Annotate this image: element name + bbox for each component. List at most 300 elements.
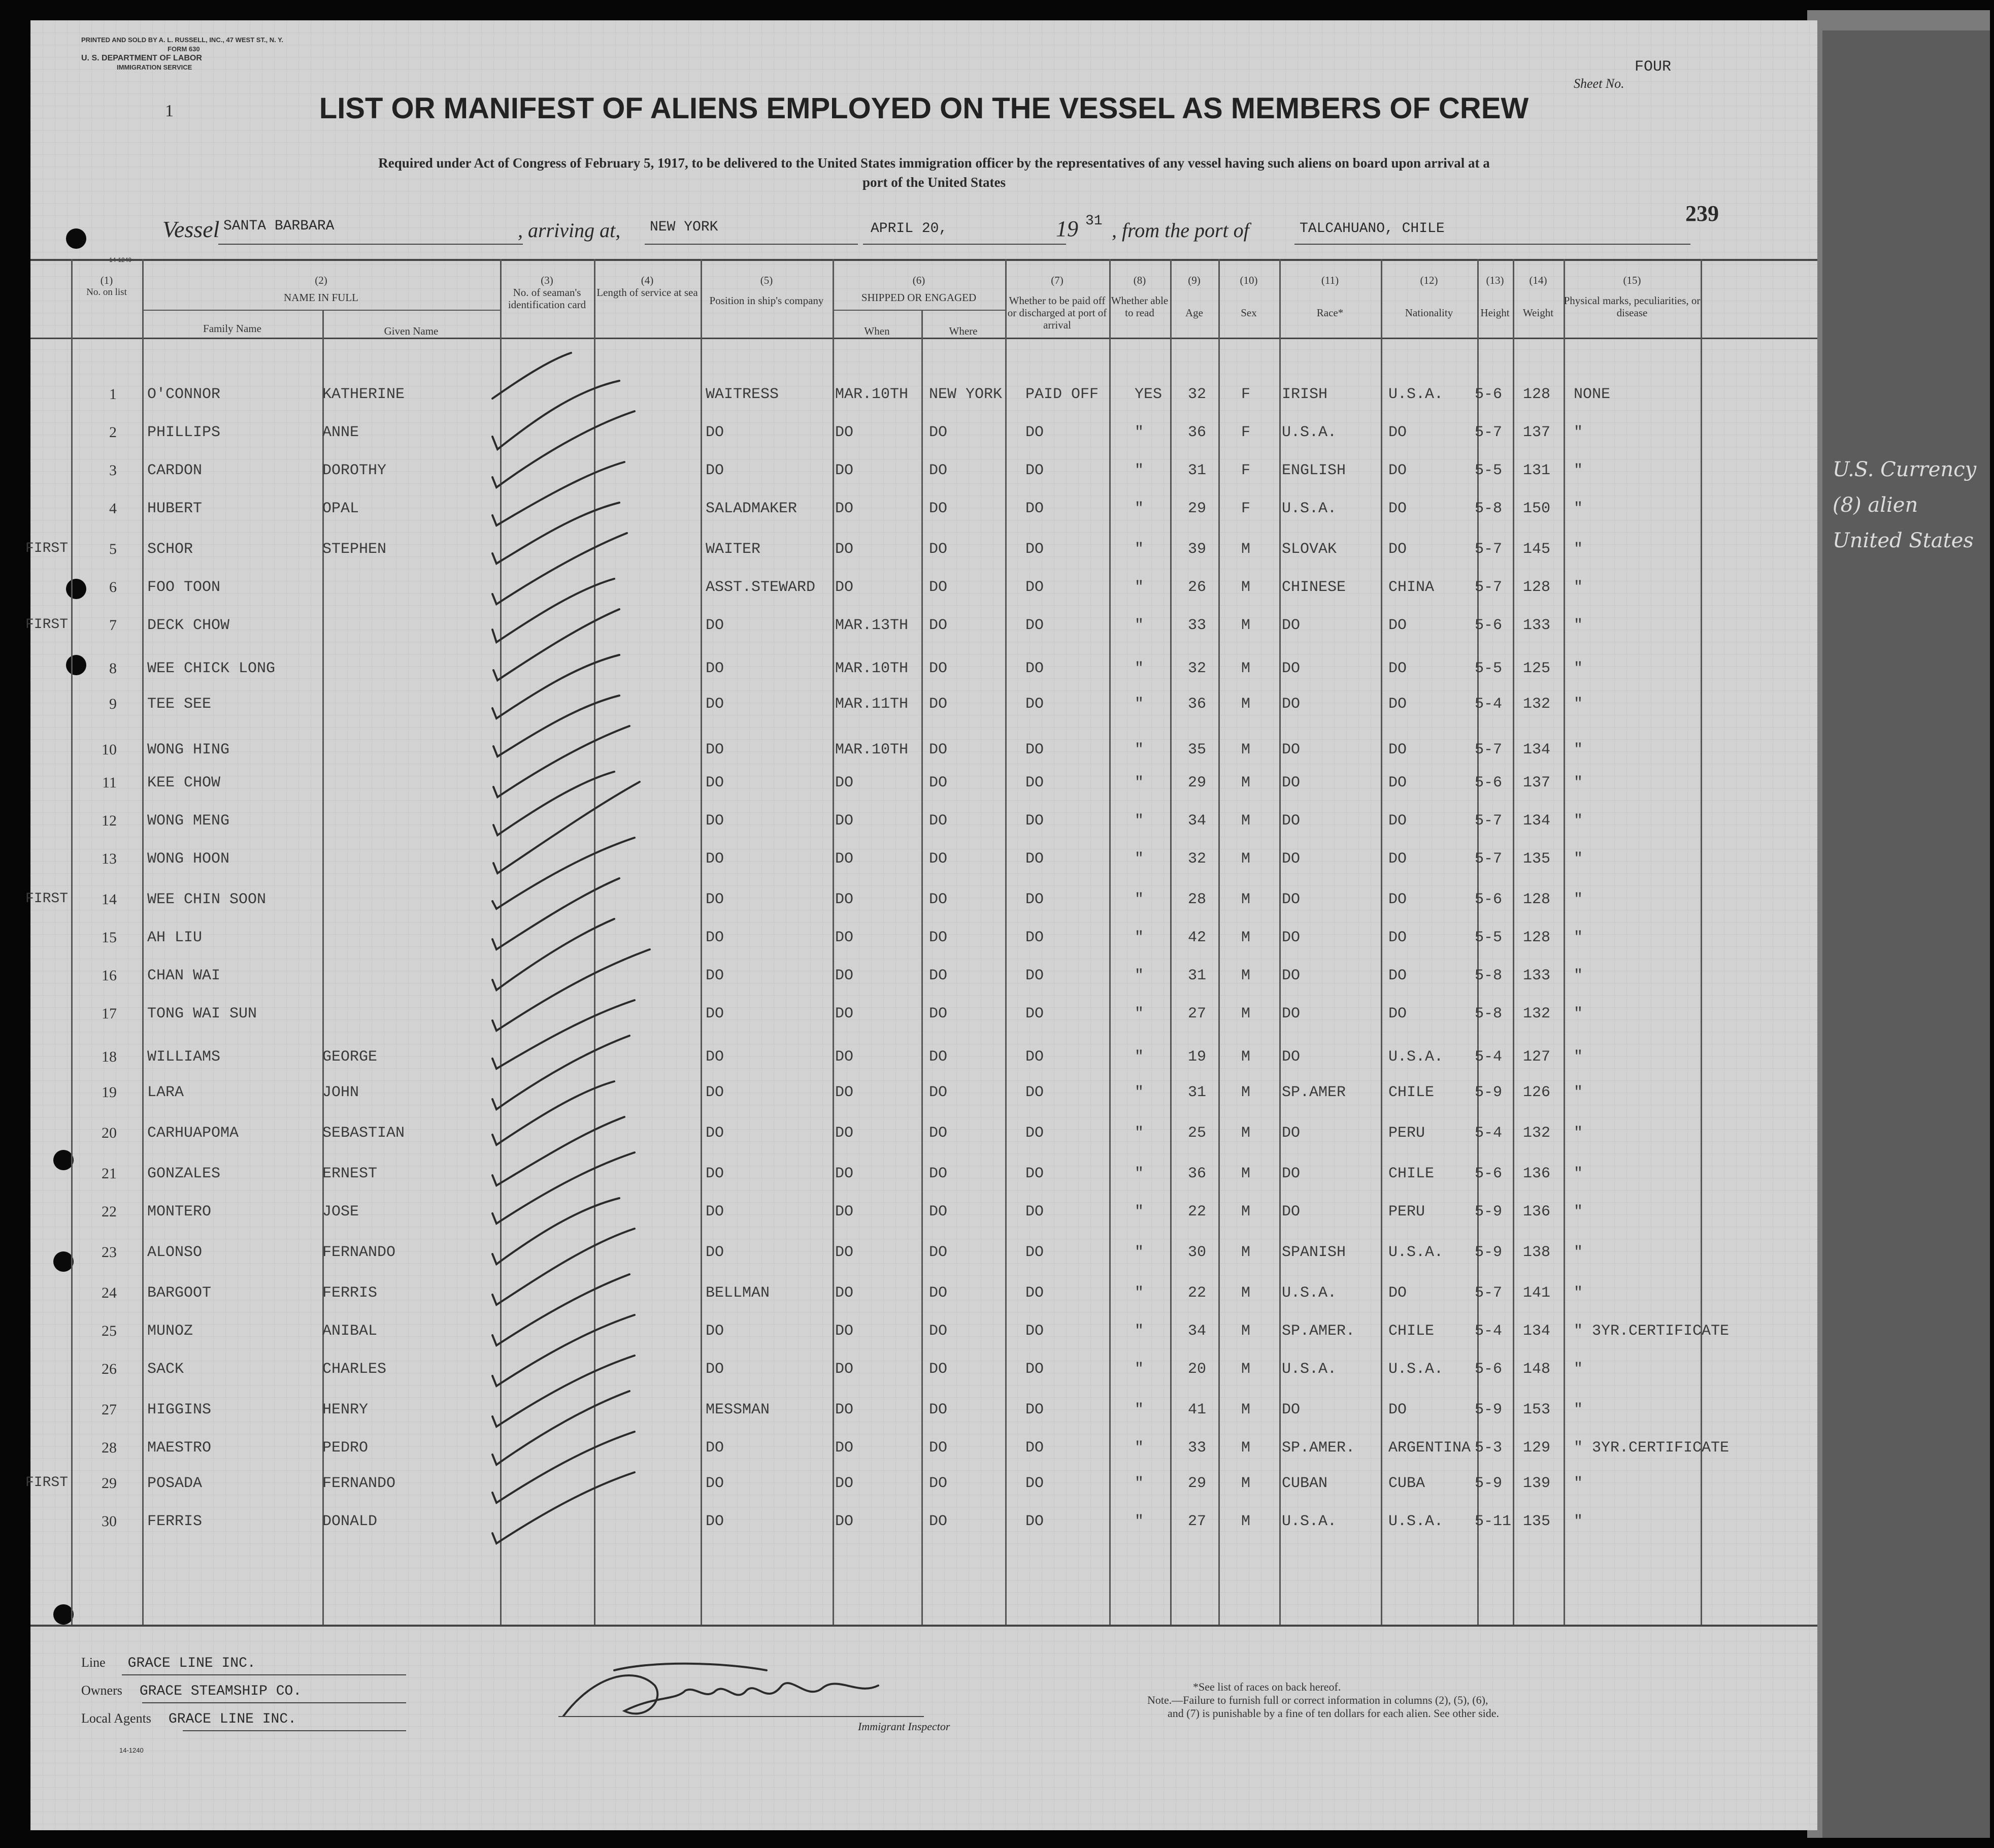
age: 35 [1188, 741, 1207, 758]
given-name: ERNEST [322, 1165, 378, 1182]
shipped-when: DO [835, 424, 854, 441]
sex: M [1241, 774, 1251, 791]
sex: M [1241, 1084, 1251, 1101]
age: 31 [1188, 462, 1207, 479]
age: 29 [1188, 774, 1207, 791]
col-title: Physical marks, peculiarities, or disease [1564, 294, 1701, 319]
age: 42 [1188, 929, 1207, 946]
col-number: (9) [1188, 274, 1201, 286]
nationality: U.S.A. [1388, 1048, 1444, 1066]
height: 5-3 [1475, 1439, 1503, 1457]
paid-off: DO [1025, 1439, 1044, 1457]
physical-marks: " [1574, 579, 1583, 596]
family-name: HUBERT [147, 500, 203, 517]
shipped-where: DO [929, 1284, 948, 1302]
sex: M [1241, 660, 1251, 677]
col-title: Weight [1522, 307, 1554, 319]
sex: M [1241, 891, 1251, 908]
shipped-when: DO [835, 1048, 854, 1066]
weight: 141 [1523, 1284, 1551, 1302]
shipped-when: DO [835, 1323, 854, 1340]
row-number: 10 [102, 741, 117, 758]
sex: M [1241, 1048, 1251, 1066]
weight: 128 [1523, 891, 1551, 908]
arrival-underline [645, 244, 858, 245]
weight: 127 [1523, 1048, 1551, 1066]
shipped-where: DO [929, 1401, 948, 1418]
given-name: OPAL [322, 500, 359, 517]
shipped-when: DO [835, 1125, 854, 1142]
row-number: 16 [102, 967, 117, 984]
nationality: U.S.A. [1388, 1244, 1444, 1261]
family-name: ALONSO [147, 1244, 203, 1261]
weight: 148 [1523, 1361, 1551, 1378]
race: IRISH [1282, 386, 1328, 403]
shipped-when: DO [835, 1439, 854, 1457]
weight: 136 [1523, 1165, 1551, 1182]
family-name: POSADA [147, 1475, 203, 1492]
physical-marks: " [1574, 1048, 1583, 1066]
height: 5-4 [1475, 1125, 1503, 1142]
row-number: 28 [102, 1439, 117, 1456]
shipped-when: DO [835, 1084, 854, 1101]
family-name: FOO TOON [147, 579, 221, 596]
shipped-where: DO [929, 1165, 948, 1182]
races-note: *See list of races on back hereof. [1193, 1680, 1341, 1693]
port-underline [1294, 244, 1690, 245]
shipped-subheader-rule [833, 310, 1005, 311]
race: ENGLISH [1282, 462, 1346, 479]
position: DO [706, 741, 724, 758]
header-bottom-rule [30, 338, 1817, 339]
col-number: (13) [1486, 274, 1504, 286]
shipped-where: DO [929, 1244, 948, 1261]
col-header-where: Where [949, 325, 978, 337]
from-port-label: , from the port of [1112, 219, 1249, 242]
race: DO [1282, 1125, 1301, 1142]
table-row [30, 967, 1817, 998]
table-row [30, 579, 1817, 609]
paid-off: DO [1025, 424, 1044, 441]
race: DO [1282, 1005, 1301, 1022]
vessel-name: SANTA BARBARA [223, 218, 335, 234]
shipped-when: DO [835, 929, 854, 946]
sex: M [1241, 1165, 1251, 1182]
physical-marks: " 3YR.CERTIFICATE [1574, 1323, 1730, 1340]
agents-label: Local Agents [81, 1711, 151, 1726]
weight: 132 [1523, 696, 1551, 713]
position: SALADMAKER [706, 500, 797, 517]
table-row [30, 1401, 1817, 1432]
weight: 138 [1523, 1244, 1551, 1261]
col-header-when: When [864, 325, 890, 337]
paid-off: DO [1025, 541, 1044, 558]
physical-marks: " [1574, 891, 1583, 908]
age: 27 [1188, 1005, 1207, 1022]
family-name: TONG WAI SUN [147, 1005, 257, 1022]
row-number: 26 [102, 1361, 117, 1377]
weight: 134 [1523, 1323, 1551, 1340]
shipped-when: DO [835, 1361, 854, 1378]
shipped-when: DO [835, 1244, 854, 1261]
row-number: 9 [109, 696, 117, 712]
table-row [30, 929, 1817, 960]
paid-off: DO [1025, 500, 1044, 517]
fine-note-line-2: and (7) is punishable by a fine of ten dollars for each alien. See other side. [1168, 1707, 1500, 1720]
age: 36 [1188, 696, 1207, 713]
height: 5-6 [1475, 1165, 1503, 1182]
row-number: 21 [102, 1165, 117, 1182]
inspector-underline [558, 1716, 924, 1717]
race: DO [1282, 1203, 1301, 1220]
able-to-read: " [1135, 462, 1144, 479]
nationality: PERU [1388, 1125, 1425, 1142]
table-row [30, 660, 1817, 690]
physical-marks: " [1574, 1203, 1583, 1220]
table-row [30, 1244, 1817, 1274]
age: 22 [1188, 1203, 1207, 1220]
given-name: PEDRO [322, 1439, 369, 1457]
age: 39 [1188, 541, 1207, 558]
shipped-when: MAR.10TH [835, 660, 909, 677]
position: DO [706, 850, 724, 868]
shipped-when: DO [835, 1513, 854, 1530]
family-name: O'CONNOR [147, 386, 221, 403]
position: DO [706, 617, 724, 634]
race: DO [1282, 812, 1301, 830]
col-number: (6) [912, 274, 925, 286]
age: 32 [1188, 386, 1207, 403]
position: DO [706, 660, 724, 677]
family-name: MONTERO [147, 1203, 212, 1220]
paid-off: DO [1025, 850, 1044, 868]
paid-off: DO [1025, 1244, 1044, 1261]
weight: 135 [1523, 1513, 1551, 1530]
age: 20 [1188, 1361, 1207, 1378]
table-row [30, 774, 1817, 805]
able-to-read: " [1135, 1401, 1144, 1418]
row-number: 12 [102, 812, 117, 829]
table-row [25, 541, 1817, 571]
position: WAITER [706, 541, 761, 558]
nationality: DO [1388, 424, 1407, 441]
shipped-where: DO [929, 500, 948, 517]
col-title: Position in ship's company [709, 294, 824, 307]
table-row [30, 696, 1817, 726]
paid-off: DO [1025, 1401, 1044, 1418]
height: 5-9 [1475, 1401, 1503, 1418]
corner-mark: 1 [165, 102, 174, 120]
weight: 153 [1523, 1401, 1551, 1418]
race: U.S.A. [1282, 1361, 1337, 1378]
given-name: HENRY [322, 1401, 369, 1418]
family-name: MUNOZ [147, 1323, 193, 1340]
age: 31 [1188, 1084, 1207, 1101]
sex: F [1241, 386, 1251, 403]
sex: M [1241, 967, 1251, 984]
subtitle [173, 153, 1696, 192]
owners-underline [142, 1702, 406, 1703]
col-header-paid [1005, 274, 1109, 331]
given-name: CHARLES [322, 1361, 387, 1378]
sheet-number: FOUR [1635, 58, 1672, 76]
height: 5-8 [1475, 500, 1503, 517]
col-header-nationality [1381, 274, 1477, 319]
height: 5-4 [1475, 1323, 1503, 1340]
footer-owners [81, 1683, 302, 1699]
weight: 137 [1523, 424, 1551, 441]
able-to-read: " [1135, 774, 1144, 791]
col-title: No. on list [86, 287, 127, 298]
age: 29 [1188, 1475, 1207, 1492]
height: 5-6 [1475, 617, 1503, 634]
age: 31 [1188, 967, 1207, 984]
back-sheet-shadow [1822, 30, 1990, 1838]
given-name: ANIBAL [322, 1323, 378, 1340]
sheet-label: Sheet No. [1574, 76, 1624, 91]
shipped-where: DO [929, 579, 948, 596]
able-to-read: " [1135, 1005, 1144, 1022]
height: 5-9 [1475, 1244, 1503, 1261]
family-name: HIGGINS [147, 1401, 212, 1418]
table-row [30, 1361, 1817, 1391]
position: DO [706, 1125, 724, 1142]
col-header-family: Family Name [203, 322, 261, 335]
shipped-when: DO [835, 1005, 854, 1022]
row-number: 18 [102, 1048, 117, 1065]
physical-marks: " [1574, 696, 1583, 713]
height: 5-6 [1475, 774, 1503, 791]
able-to-read: " [1135, 1125, 1144, 1142]
given-name: KATHERINE [322, 386, 405, 403]
race: DO [1282, 850, 1301, 868]
sex: M [1241, 741, 1251, 758]
weight: 129 [1523, 1439, 1551, 1457]
given-name: ANNE [322, 424, 359, 441]
height: 5-8 [1475, 967, 1503, 984]
owners-value: GRACE STEAMSHIP CO. [139, 1684, 302, 1699]
physical-marks: " [1574, 424, 1583, 441]
paid-off: PAID OFF [1025, 386, 1099, 403]
col-title: Height [1480, 307, 1510, 319]
shipped-where: DO [929, 1513, 948, 1530]
footer-notes [1147, 1680, 1731, 1720]
margin-note [1833, 452, 1985, 558]
table-row [25, 891, 1817, 921]
paid-off: DO [1025, 774, 1044, 791]
shipped-where: DO [929, 1048, 948, 1066]
shipped-when: MAR.10TH [835, 741, 909, 758]
paid-off: DO [1025, 1475, 1044, 1492]
family-name: KEE CHOW [147, 774, 221, 791]
physical-marks: " [1574, 660, 1583, 677]
height: 5-4 [1475, 1048, 1503, 1066]
table-row [25, 617, 1817, 647]
sex: M [1241, 1513, 1251, 1530]
col-header-age [1170, 274, 1218, 319]
line-value: GRACE LINE INC. [127, 1656, 256, 1671]
row-number: 5 [109, 541, 117, 557]
able-to-read: " [1135, 541, 1144, 558]
given-name: DONALD [322, 1513, 378, 1530]
weight: 133 [1523, 967, 1551, 984]
race: DO [1282, 696, 1301, 713]
weight: 125 [1523, 660, 1551, 677]
table-row [25, 1475, 1817, 1505]
race: DO [1282, 1165, 1301, 1182]
shipped-when: DO [835, 1165, 854, 1182]
margin-note-line-3: United States [1833, 529, 1974, 552]
height: 5-11 [1475, 1513, 1512, 1530]
position: BELLMAN [706, 1284, 770, 1302]
sex: F [1241, 424, 1251, 441]
nationality: DO [1388, 660, 1407, 677]
row-number: 3 [109, 462, 117, 479]
col-number: (3) [541, 274, 553, 286]
table-bottom-rule [30, 1625, 1817, 1627]
paid-off: DO [1025, 462, 1044, 479]
line-underline [122, 1674, 406, 1675]
able-to-read: " [1135, 967, 1144, 984]
shipped-when: DO [835, 462, 854, 479]
given-name: FERNANDO [322, 1475, 396, 1492]
paid-off: DO [1025, 660, 1044, 677]
physical-marks: " [1574, 541, 1583, 558]
family-name: WEE CHIN SOON [147, 891, 267, 908]
department: U. S. DEPARTMENT OF LABOR [81, 54, 202, 62]
shipped-where: DO [929, 967, 948, 984]
form-number: FORM 630 [168, 45, 200, 53]
col-number: (4) [641, 274, 654, 286]
race: SP.AMER. [1282, 1323, 1355, 1340]
table-row [30, 812, 1817, 843]
table-row [30, 1125, 1817, 1155]
family-name: TEE SEE [147, 696, 212, 713]
row-number: 4 [109, 500, 117, 517]
height: 5-6 [1475, 1361, 1503, 1378]
sex: M [1241, 1323, 1251, 1340]
shipped-when: MAR.11TH [835, 696, 909, 713]
position: DO [706, 1323, 724, 1340]
nationality: PERU [1388, 1203, 1425, 1220]
race: CUBAN [1282, 1475, 1328, 1492]
physical-marks: " [1574, 462, 1583, 479]
table-row [30, 1513, 1817, 1543]
nationality: ARGENTINA [1388, 1439, 1471, 1457]
given-name: JOSE [322, 1203, 359, 1220]
table-row [30, 1284, 1817, 1315]
weight: 126 [1523, 1084, 1551, 1101]
col-header-shipped [833, 274, 1005, 304]
height: 5-5 [1475, 462, 1503, 479]
col-number: (14) [1529, 274, 1547, 286]
family-name: DECK CHOW [147, 617, 230, 634]
physical-marks: " [1574, 1244, 1583, 1261]
shipped-where: DO [929, 812, 948, 830]
shipped-where: NEW YORK [929, 386, 1003, 403]
sex: M [1241, 1284, 1251, 1302]
year-suffix: 31 [1085, 213, 1103, 229]
sex: M [1241, 1475, 1251, 1492]
age: 30 [1188, 1244, 1207, 1261]
col-header-marks [1564, 274, 1701, 319]
family-name: WONG HOON [147, 850, 230, 868]
nationality: DO [1388, 929, 1407, 946]
able-to-read: " [1135, 891, 1144, 908]
family-name: BARGOOT [147, 1284, 212, 1302]
nationality: CHILE [1388, 1084, 1435, 1101]
height: 5-6 [1475, 386, 1503, 403]
row-number: 30 [102, 1513, 117, 1530]
position: DO [706, 1475, 724, 1492]
sex: F [1241, 500, 1251, 517]
family-name: MAESTRO [147, 1439, 212, 1457]
paid-off: DO [1025, 1005, 1044, 1022]
paid-off: DO [1025, 891, 1044, 908]
position: DO [706, 1203, 724, 1220]
footer-line [81, 1655, 256, 1671]
table-row [30, 741, 1817, 772]
position: DO [706, 1084, 724, 1101]
physical-marks: " [1574, 812, 1583, 830]
nationality: DO [1388, 774, 1407, 791]
col-title: Length of service at sea [596, 286, 698, 299]
shipped-when: DO [835, 774, 854, 791]
subtitle-line-1: Required under Act of Congress of February 5, 1917, to be delivered to the United States immigration officer by the representatives of any vessel having such aliens on board upon arrival at a [378, 155, 1490, 171]
manifest-sheet [25, 20, 1817, 1830]
family-name: SCHOR [147, 541, 193, 558]
family-name: CARHUAPOMA [147, 1125, 239, 1142]
age: 32 [1188, 660, 1207, 677]
nationality: DO [1388, 1401, 1407, 1418]
shipped-where: DO [929, 541, 948, 558]
inspector-label: Immigrant Inspector [858, 1720, 950, 1733]
shipped-where: DO [929, 774, 948, 791]
age: 33 [1188, 617, 1207, 634]
footer-agents [81, 1711, 296, 1727]
able-to-read: " [1135, 1165, 1144, 1182]
race: SP.AMER. [1282, 1439, 1355, 1457]
able-to-read: " [1135, 1284, 1144, 1302]
physical-marks: " [1574, 1284, 1583, 1302]
shipped-where: DO [929, 1475, 948, 1492]
row-number: 14 [102, 891, 117, 908]
nationality: DO [1388, 696, 1407, 713]
table-row [30, 462, 1817, 492]
footer-form-code: 14-1240 [119, 1746, 144, 1754]
position: DO [706, 1513, 724, 1530]
row-number: 1 [109, 386, 117, 403]
position: DO [706, 1361, 724, 1378]
table-row [30, 1323, 1817, 1353]
height: 5-6 [1475, 891, 1503, 908]
height: 5-7 [1475, 812, 1503, 830]
paid-off: DO [1025, 1125, 1044, 1142]
height: 5-9 [1475, 1203, 1503, 1220]
physical-marks: NONE [1574, 386, 1611, 403]
able-to-read: " [1135, 1084, 1144, 1101]
able-to-read: " [1135, 424, 1144, 441]
paid-off: DO [1025, 929, 1044, 946]
weight: 134 [1523, 741, 1551, 758]
physical-marks: " [1574, 1513, 1583, 1530]
sex: M [1241, 850, 1251, 868]
margin-note-line-1: U.S. Currency [1833, 458, 1977, 481]
first-class-mark: FIRST [25, 617, 69, 633]
shipped-where: DO [929, 1323, 948, 1340]
col-number: (1) [100, 274, 113, 286]
physical-marks: " [1574, 1165, 1583, 1182]
